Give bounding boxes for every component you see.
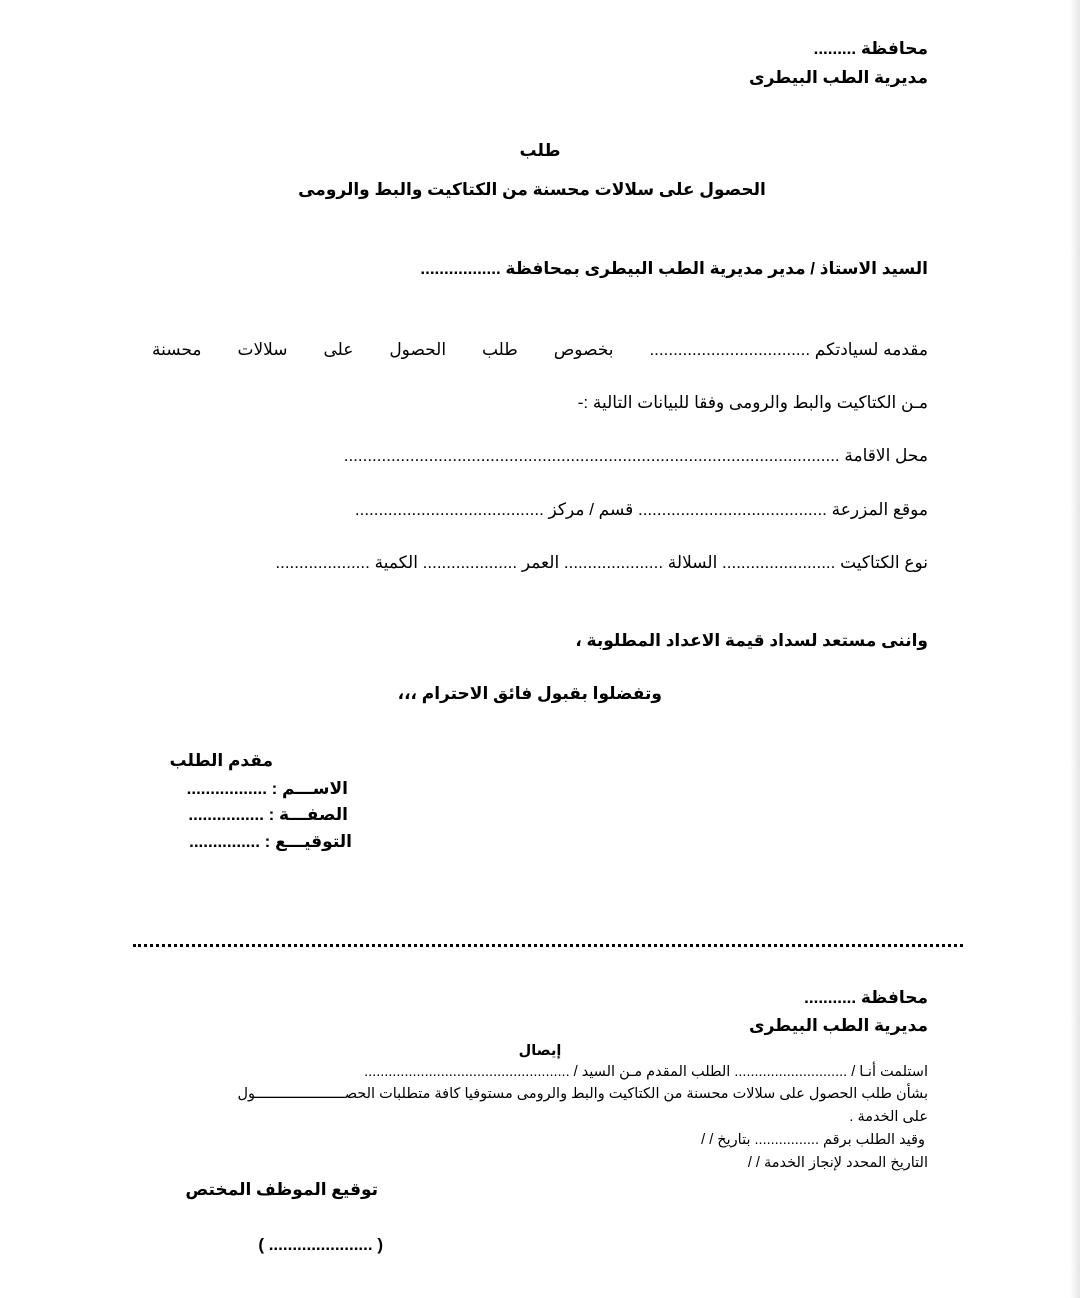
chicks-type-field: نوع الكتاكيت ........................ السلالة ..................... العمر .................... الكمية .................... — [275, 553, 928, 572]
governorate: محافظة ......... — [813, 39, 928, 58]
officer-signature-label: توقيع الموظف المختص — [185, 1180, 378, 1199]
receipt-heading: إيصال — [518, 1043, 562, 1059]
closing-greeting: وتفضلوا بقبول فائق الاحترام ،،، — [397, 684, 662, 703]
text: مقدمه لسيادتكم .................................. — [649, 340, 928, 359]
text: بخصوص — [553, 340, 614, 359]
text: الحصول — [389, 340, 447, 359]
addressee: السيد الاستاذ / مدير مديرية الطب البيطرى بمحافظة ................. — [420, 259, 928, 278]
text: محسنة — [152, 340, 202, 359]
officer-signature-blank: ( ...................... ) — [258, 1235, 383, 1254]
applicant-name-field: الاســـم : ................. — [186, 779, 348, 798]
farm-location-field: موقع المزرعة ........................................ قسم / مركز ........................................ — [354, 500, 928, 519]
body-line-1 — [152, 339, 928, 361]
receipt-line-5: التاريخ المحدد لإنجاز الخدمة / / — [747, 1155, 928, 1171]
text: طلب — [481, 340, 518, 359]
receipt-line-2: بشأن طلب الحصول على سلالات محسنة من الكتاكيت والبط والرومى مستوفيا كافة متطلبات الحصـــــــــــــــــــــول — [237, 1086, 928, 1102]
receipt-line-1: استلمت أنـا / ............................ الطلب المقدم مـن السيد / ................................................... — [364, 1064, 928, 1080]
applicant-heading: مقدم الطلب — [169, 751, 273, 770]
body-line-2: مـن الكتاكيت والبط والرومى وفقا للبيانات التالية :- — [577, 393, 928, 412]
text: سلالات — [237, 340, 288, 359]
applicant-title-field: الصفـــة : ................ — [188, 805, 348, 824]
receipt-directorate: مديرية الطب البيطرى — [748, 1016, 928, 1035]
directorate: مديرية الطب البيطرى — [748, 68, 928, 87]
applicant-signature-field: التوقيـــع : ............... — [189, 832, 352, 851]
receipt-governorate: محافظة ........... — [804, 988, 928, 1007]
receipt-line-3: على الخدمة . — [849, 1109, 928, 1125]
cut-line-divider — [133, 944, 963, 947]
document-title: طلب — [519, 141, 561, 160]
receipt-line-4: وقيد الطلب برقم ................ بتاريخ / / — [701, 1132, 925, 1148]
document-subtitle: الحصول على سلالات محسنة من الكتاكيت والبط والرومى — [298, 180, 766, 199]
payment-statement: واننى مستعد لسداد قيمة الاعداد المطلوبة ، — [575, 631, 928, 650]
text: على — [323, 340, 354, 359]
residence-field: محل الاقامة ......................................................................................................... — [343, 446, 928, 465]
